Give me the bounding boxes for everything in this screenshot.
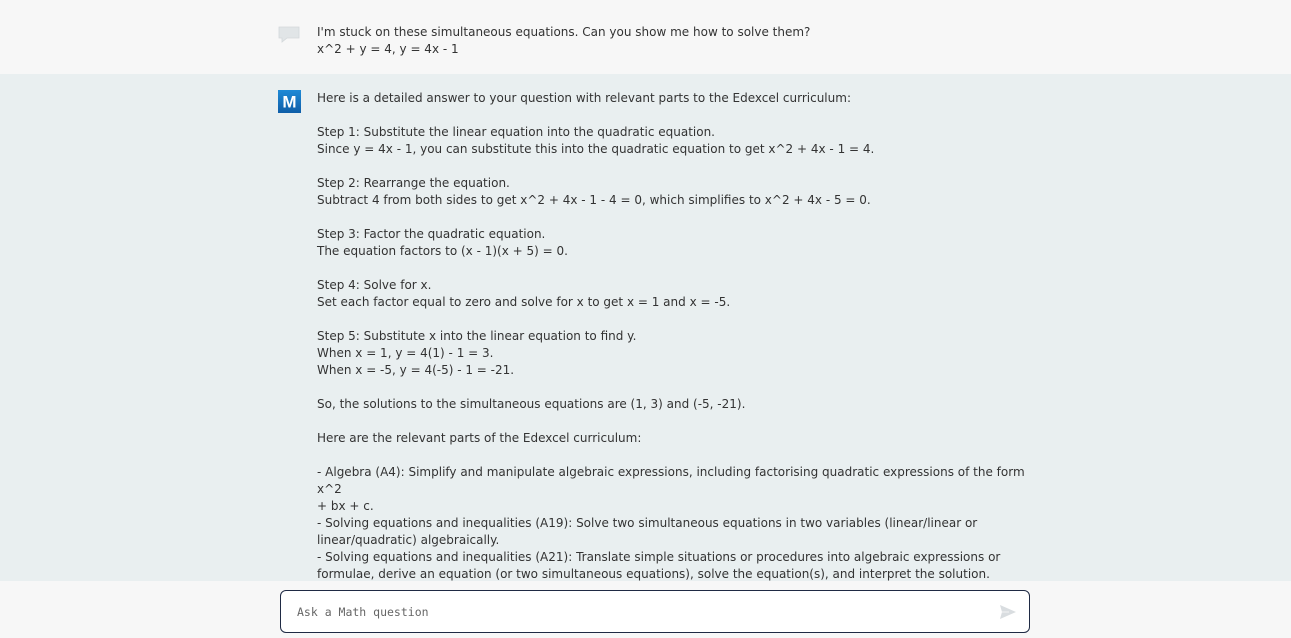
answer-line: - Solving equations and inequalities (A21): Translate simple situations or procedures into algebraic expressions or <box>317 550 1001 564</box>
composer <box>0 581 1291 638</box>
send-icon[interactable] <box>999 603 1017 621</box>
answer-line: - Solving equations and inequalities (A19): Solve two simultaneous equations in two variables (linear/linear or <box>317 516 978 530</box>
answer-paragraph <box>317 464 1037 583</box>
answer-line: When x = 1, y = 4(1) - 1 = 3. <box>317 346 494 360</box>
user-message-line: I'm stuck on these simultaneous equations. Can you show me how to solve them? <box>317 25 811 39</box>
answer-line: The equation factors to (x - 1)(x + 5) = 0. <box>317 244 568 258</box>
math-logo-icon <box>278 90 301 113</box>
answer-paragraph <box>317 277 1037 311</box>
answer-paragraph <box>317 90 1037 107</box>
question-input[interactable] <box>297 603 977 621</box>
answer-line: formulae, derive an equation (or two simultaneous equations), solve the equation(s), and interpret the solution. <box>317 567 990 581</box>
answer-paragraph <box>317 430 1037 447</box>
answer-line: linear/quadratic) algebraically. <box>317 533 500 547</box>
answer-line: Subtract 4 from both sides to get x^2 + 4x - 1 - 4 = 0, which simplifies to x^2 + 4x - 5 = 0. <box>317 193 871 207</box>
user-avatar-icon <box>278 26 300 43</box>
assistant-message-block <box>0 74 1291 581</box>
answer-line: - Algebra (A4): Simplify and manipulate algebraic expressions, including factorising quadratic expressions of the form x^2 <box>317 465 1029 496</box>
answer-line: Here is a detailed answer to your question with relevant parts to the Edexcel curriculum: <box>317 91 851 105</box>
answer-paragraph <box>317 124 1037 158</box>
user-message-block <box>0 0 1291 74</box>
answer-paragraph <box>317 175 1037 209</box>
answer-line: Set each factor equal to zero and solve for x to get x = 1 and x = -5. <box>317 295 731 309</box>
answer-line: Step 3: Factor the quadratic equation. <box>317 227 546 241</box>
user-message-line: x^2 + y = 4, y = 4x - 1 <box>317 42 459 56</box>
answer-line: Step 2: Rearrange the equation. <box>317 176 510 190</box>
question-input-box[interactable] <box>280 590 1030 633</box>
user-message-text <box>317 24 810 58</box>
svg-text:M: M <box>282 92 297 112</box>
answer-line: Step 1: Substitute the linear equation into the quadratic equation. <box>317 125 715 139</box>
answer-paragraph <box>317 396 1037 413</box>
answer-line: Since y = 4x - 1, you can substitute this into the quadratic equation to get x^2 + 4x - 1 = 4. <box>317 142 875 156</box>
answer-paragraph <box>317 328 1037 379</box>
assistant-message-text <box>317 90 1037 600</box>
answer-line: Step 4: Solve for x. <box>317 278 432 292</box>
answer-paragraph <box>317 226 1037 260</box>
answer-line: + bx + c. <box>317 499 374 513</box>
answer-line: Here are the relevant parts of the Edexcel curriculum: <box>317 431 642 445</box>
answer-line: When x = -5, y = 4(-5) - 1 = -21. <box>317 363 515 377</box>
answer-line: So, the solutions to the simultaneous equations are (1, 3) and (-5, -21). <box>317 397 746 411</box>
answer-line: Step 5: Substitute x into the linear equation to find y. <box>317 329 637 343</box>
